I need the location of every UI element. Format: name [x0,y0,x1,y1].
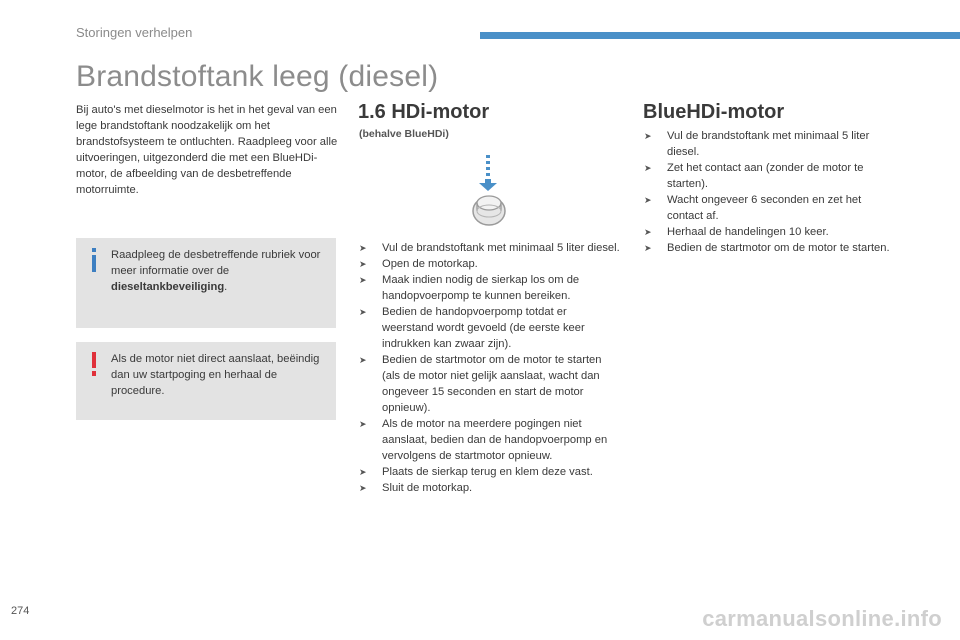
bullet-icon: ➤ [644,227,652,237]
list-item: ➤ Plaats de sierkap terug en klem deze vast. [359,466,593,478]
list-item: ➤ Herhaal de handelingen 10 keer. [644,226,829,238]
warning-text: Als de motor niet direct aanslaat, beëindig dan uw startpoging en herhaal de procedure. [111,353,320,397]
hdi-subheading: (behalve BlueHDi) [359,128,449,140]
warning-icon [89,352,99,376]
section-label: Storingen verhelpen [76,25,193,40]
hand-pump-icon [466,153,512,229]
list-item: ➤ Vul de brandstoftank met minimaal 5 liter diesel. [359,242,620,254]
bluehdi-heading: BlueHDi-motor [643,101,785,123]
hdi-heading: 1.6 HDi-motor [358,101,490,123]
bullet-icon: ➤ [359,275,367,285]
bullet-icon: ➤ [359,243,367,253]
list-item: ➤ Vul de brandstoftank met minimaal 5 liter diesel. [644,130,870,158]
bullet-icon: ➤ [644,243,652,253]
warning-box [76,342,336,420]
list-item: ➤ Maak indien nodig de sierkap los om de handopvoerpomp te kunnen bereiken. [359,274,580,302]
info-icon [89,248,99,272]
list-item: ➤ Sluit de motorkap. [359,482,473,494]
list-item: ➤ Als de motor na meerdere pogingen niet aanslaat, bedien dan de handopvoerpomp en vervolgens de startmotor opnieuw. [359,418,608,462]
bluehdi-steps-list [644,128,894,256]
bullet-icon: ➤ [644,163,652,173]
bullet-icon: ➤ [359,483,367,493]
hdi-steps-list [359,240,621,496]
bullet-icon: ➤ [359,307,367,317]
intro-text: Bij auto's met dieselmotor is het in het geval van een lege brandstoftank noodzakelijk om het brandstofsysteem te ontluchten. Raadpleeg voor alle uitvoeringen, uitgezonderd die met een BlueHDi-motor, de afbeelding van de desbetreffende motorruimte. [76,104,338,196]
list-item: ➤ Open de motorkap. [359,258,478,270]
list-item: ➤ Bedien de handopvoerpomp totdat er weerstand wordt gevoeld (de eerste keer indrukken kan zwaar zijn). [359,306,585,350]
watermark: carmanualsonline.info [702,606,942,631]
list-item: ➤ Bedien de startmotor om de motor te starten (als de motor niet gelijk aanslaat, wacht dan ongeveer 15 seconden en start de motor opnieuw). [359,354,602,414]
header-accent-bar [480,32,960,39]
page-number: 274 [11,605,30,617]
bullet-icon: ➤ [644,195,652,205]
list-item: ➤ Bedien de startmotor om de motor te starten. [644,242,890,254]
list-item: ➤ Zet het contact aan (zonder de motor te starten). [644,162,864,190]
bullet-icon: ➤ [359,355,367,365]
bullet-icon: ➤ [359,259,367,269]
list-item: ➤ Wacht ongeveer 6 seconden en zet het contact af. [644,194,862,222]
page-title: Brandstoftank leeg (diesel) [76,60,439,93]
info-box [76,238,336,328]
bullet-icon: ➤ [359,419,367,429]
info-text-bold: dieseltankbeveiliging [111,281,225,293]
bullet-icon: ➤ [359,467,367,477]
bullet-icon: ➤ [644,131,652,141]
info-text: Raadpleeg de desbetreffende rubriek voor meer informatie over de dieseltankbeveiliging. [111,249,321,293]
